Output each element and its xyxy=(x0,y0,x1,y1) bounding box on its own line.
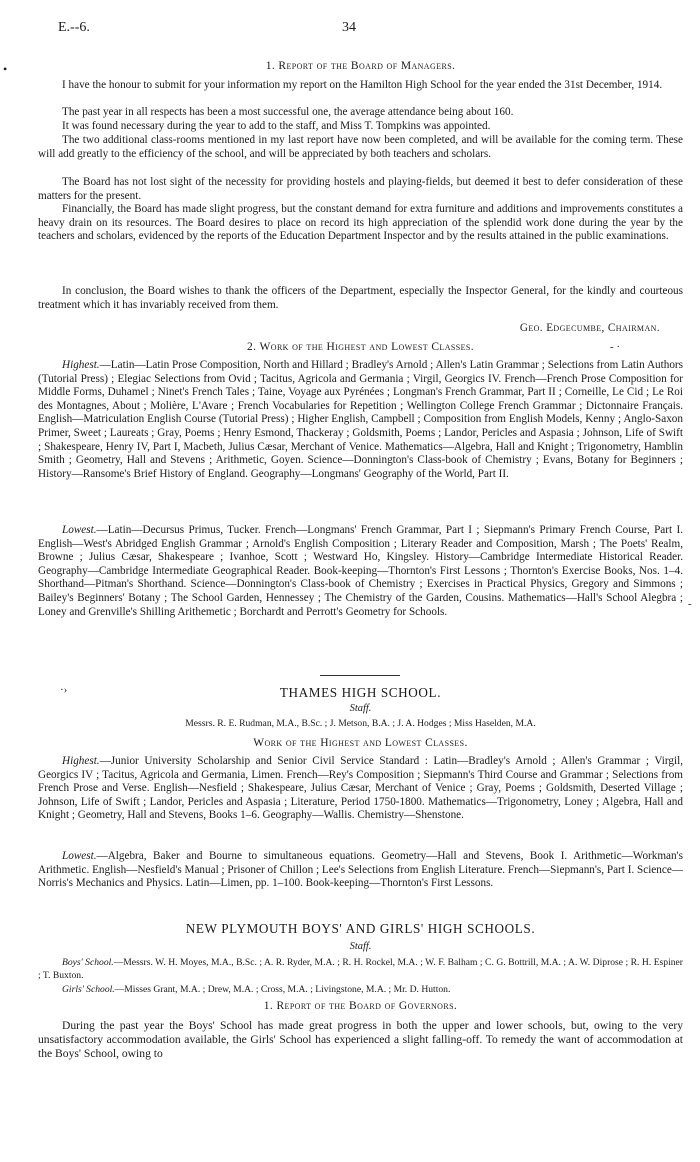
new-plymouth-title: NEW PLYMOUTH BOYS' AND GIRLS' HIGH SCHOOLS. xyxy=(185,921,536,936)
margin-mark: - xyxy=(688,598,692,610)
new-plymouth-report-heading: 1. Report of the Board of Governors. xyxy=(263,1000,458,1012)
thames-highest-classes xyxy=(38,755,683,823)
highest-label: Highest. xyxy=(62,755,100,767)
hamilton-lowest-classes xyxy=(38,524,683,619)
lowest-label: Lowest. xyxy=(62,524,97,536)
document-reference: E.--6. xyxy=(58,20,90,35)
lowest-text: —Latin—Decursus Primus, Tucker. French—Longmans' French Grammar, Part I ; Siepmann's Primary French Course, Part I. English—West's Abridged English Grammar ; Arnold's English Composition ; Literary Reader and Composition, Marsh ; The Poets' Realm, Browne ; Julius Cæsar, Shakespeare ; Ivanhoe, Scott ; Westward Ho, Kingsley. History—Cambridge Intermediate Historical Reader. Geography—Cambridge Intermediate Geographical Reader. Book-keeping—Thornton's First Lessons ; Thornton's Exercise Books, Nos. 1–4. Shorthand—Pitman's Shorthand. Science—Donnington's Class-book of Chemistry ; Exercises in Practical Physics, Gregory and Simmons ; Bailey's Beginners' Botany ; The School Garden, Hennessey ; The Chemistry of the Garden, Cousins. Mathematics—Hall's School Alegbra ; Loney and Grenville's Shilling Arithemetic ; Borchardt and Perrott's Geometry for Schools. xyxy=(38,524,683,618)
margin-mark: ·› xyxy=(60,684,68,696)
hamilton-work-heading: 2. Work of the Highest and Lowest Classes. xyxy=(247,341,474,353)
margin-mark: - · xyxy=(610,341,621,353)
hamilton-paragraph-7: In conclusion, the Board wishes to thank the officers of the Department, especially the Inspector General, for the kindly and courteous treatment which it has invariably received from them. xyxy=(38,285,683,311)
lowest-label: Lowest. xyxy=(62,850,97,862)
hamilton-highest-classes xyxy=(38,359,683,481)
highest-text: —Junior University Scholarship and Senior Civil Service Standard : Latin—Bradley's Arnold ; Allen's Grammar ; Virgil, Georgics IV ; Tacitus, Agricola and Germania, Limen. French—Rey's Composition ; Siepmann's Third Course and Grammar ; Selections from French Prose and Verse. English—Nesfield ; Shakespeare, Julius Cæsar, Merchant of Venice ; Gray, Poems ; Goldsmith, Deserted Village ; Johnson, Life of Swift ; Landor, Pericles and Aspasia ; Literature, Period 1750-1800. Mathematics—Trigonometry, Loney ; Algebra, Hall and Knight ; Geometry, Hall and Stevens, Books 1–6. Geography—Wallis. Chemistry—Shenstone. xyxy=(38,755,683,822)
girls-school-staff-list: —Misses Grant, M.A. ; Drew, M.A. ; Cross, M.A. ; Livingstone, M.A. ; Mr. D. Hutton. xyxy=(114,984,451,995)
hamilton-paragraph-1: I have the honour to submit for your information my report on the Hamilton High School for the year ended the 31st December, 1914. xyxy=(62,79,663,91)
hamilton-paragraph-4: The two additional class-rooms mentioned in my last report have now been completed, and will be available for the coming term. These will add greatly to the efficiency of the school, and will be appreciated by both teachers and scholars. xyxy=(38,134,683,160)
margin-mark: • xyxy=(3,62,8,76)
hamilton-paragraph-6: Financially, the Board has made slight progress, but the constant demand for extra furniture and additions and improvements constitutes a heavy drain on its resources. The Board desires to place on record its high appreciation of the splendid work done during the year by the teachers and scholars, evidenced by the reports of the Education Department Inspector and by the results attained in the public examinations. xyxy=(38,203,683,243)
new-plymouth-staff-label: Staff. xyxy=(349,941,372,952)
new-plymouth-paragraph-1: During the past year the Boys' School has made great progress in both the upper and lower schools, but, owing to the very unsatisfactory accommodation available, the Girls' School has experienced a slight falling-off. To remedy the want of accommodation at the Boys' School, owing to xyxy=(38,1019,683,1061)
thames-school-title: THAMES HIGH SCHOOL. xyxy=(279,685,442,700)
hamilton-report-heading: 1. Report of the Board of Managers. xyxy=(265,60,456,72)
hamilton-paragraph-5: The Board has not lost sight of the necessity for providing hostels and playing-fields, but deemed it best to defer consideration of these matters for the present. xyxy=(38,176,683,202)
boys-school-staff-list: —Messrs. W. H. Moyes, M.A., B.Sc. ; A. R. Ryder, M.A. ; R. H. Rockel, M.A. ; W. F. Balham ; C. G. Bottrill, M.A. ; A. W. Diprose ; R. H. Espiner ; T. Buxton. xyxy=(38,957,684,981)
highest-text: —Latin—Latin Prose Composition, North and Hillard ; Bradley's Arnold ; Allen's Latin Grammar ; Selections from Latin Authors (Tutorial Press) ; Elegiac Selections from Ovid ; Tacitus, Agricola and Germania ; Virgil, Georgics IV. French—French Prose Composition for Middle Forms, Duhamel ; Ninet's French Tales ; Taine, Voyage aux Pyrénées ; Longman's French Grammar, Part II ; Corneille, Le Cid ; Le Roi des Montagnes, About ; Molière, L'Avare ; French Vocabularies for Repetition ; Wellington College French Grammar ; Dictonnaire Français. English—Matriculation English Course (Tutorial Press) ; Higher English, Campbell ; Composition from English Models, Kenny ; Anglo-Saxon Primer, Sweet ; Laureats ; Gray, Poems ; Henry Esmond, Thackeray ; Goldsmith, Poems ; Landor, Pericles and Aspasia ; Johnson, Life of Swift ; Shakespeare, Henry IV, Part I, Macbeth, Julius Cæsar, Merchant of Venice. Mathematics—Algebra, Hall and Knight ; Trigonometry, Hamblin Smith ; Geometry, Hall and Stevens ; Arithmetic, Goyen. Science—Donnington's Class-book of Chemistry ; Evans, Botany for Beginners ; History—Ransome's Brief History of England. Geography—Longmans' Geography of the World, Part II. xyxy=(38,359,683,480)
section-divider xyxy=(320,675,400,676)
hamilton-paragraph-3: It was found necessary during the year to add to the staff, and Miss T. Tompkins was appointed. xyxy=(62,120,491,132)
page-number: 34 xyxy=(342,20,356,35)
thames-work-heading: Work of the Highest and Lowest Classes. xyxy=(253,737,468,749)
highest-label: Highest. xyxy=(62,359,100,371)
thames-staff-list: Messrs. R. E. Rudman, M.A., B.Sc. ; J. Metson, B.A. ; J. A. Hodges ; Miss Haselden, M.A. xyxy=(185,718,536,729)
hamilton-paragraph-2: The past year in all respects has been a most successful one, the average attendance being about 160. xyxy=(62,106,514,118)
boys-school-staff xyxy=(38,957,683,982)
chairman-signature: Geo. Edgecumbe, Chairman. xyxy=(519,322,660,334)
thames-staff-label: Staff. xyxy=(349,703,372,714)
girls-school-staff xyxy=(38,983,683,997)
thames-lowest-classes xyxy=(38,850,683,891)
girls-school-label: Girls' School. xyxy=(62,984,115,995)
boys-school-label: Boys' School. xyxy=(62,957,114,968)
lowest-text: —Algebra, Baker and Bourne to simultaneous equations. Geometry—Hall and Stevens, Book I. Arithmetic—Workman's Arithmetic. English—Nesfield's Manual ; Prisoner of Chillon ; Lee's Selections from English Literature. French—Siepmann's, Part I. Science—Norris's Mechanics and Physics. Latin—Limen, pp. 1–100. Book-keeping—Thornton's First Lessons. xyxy=(38,850,683,890)
